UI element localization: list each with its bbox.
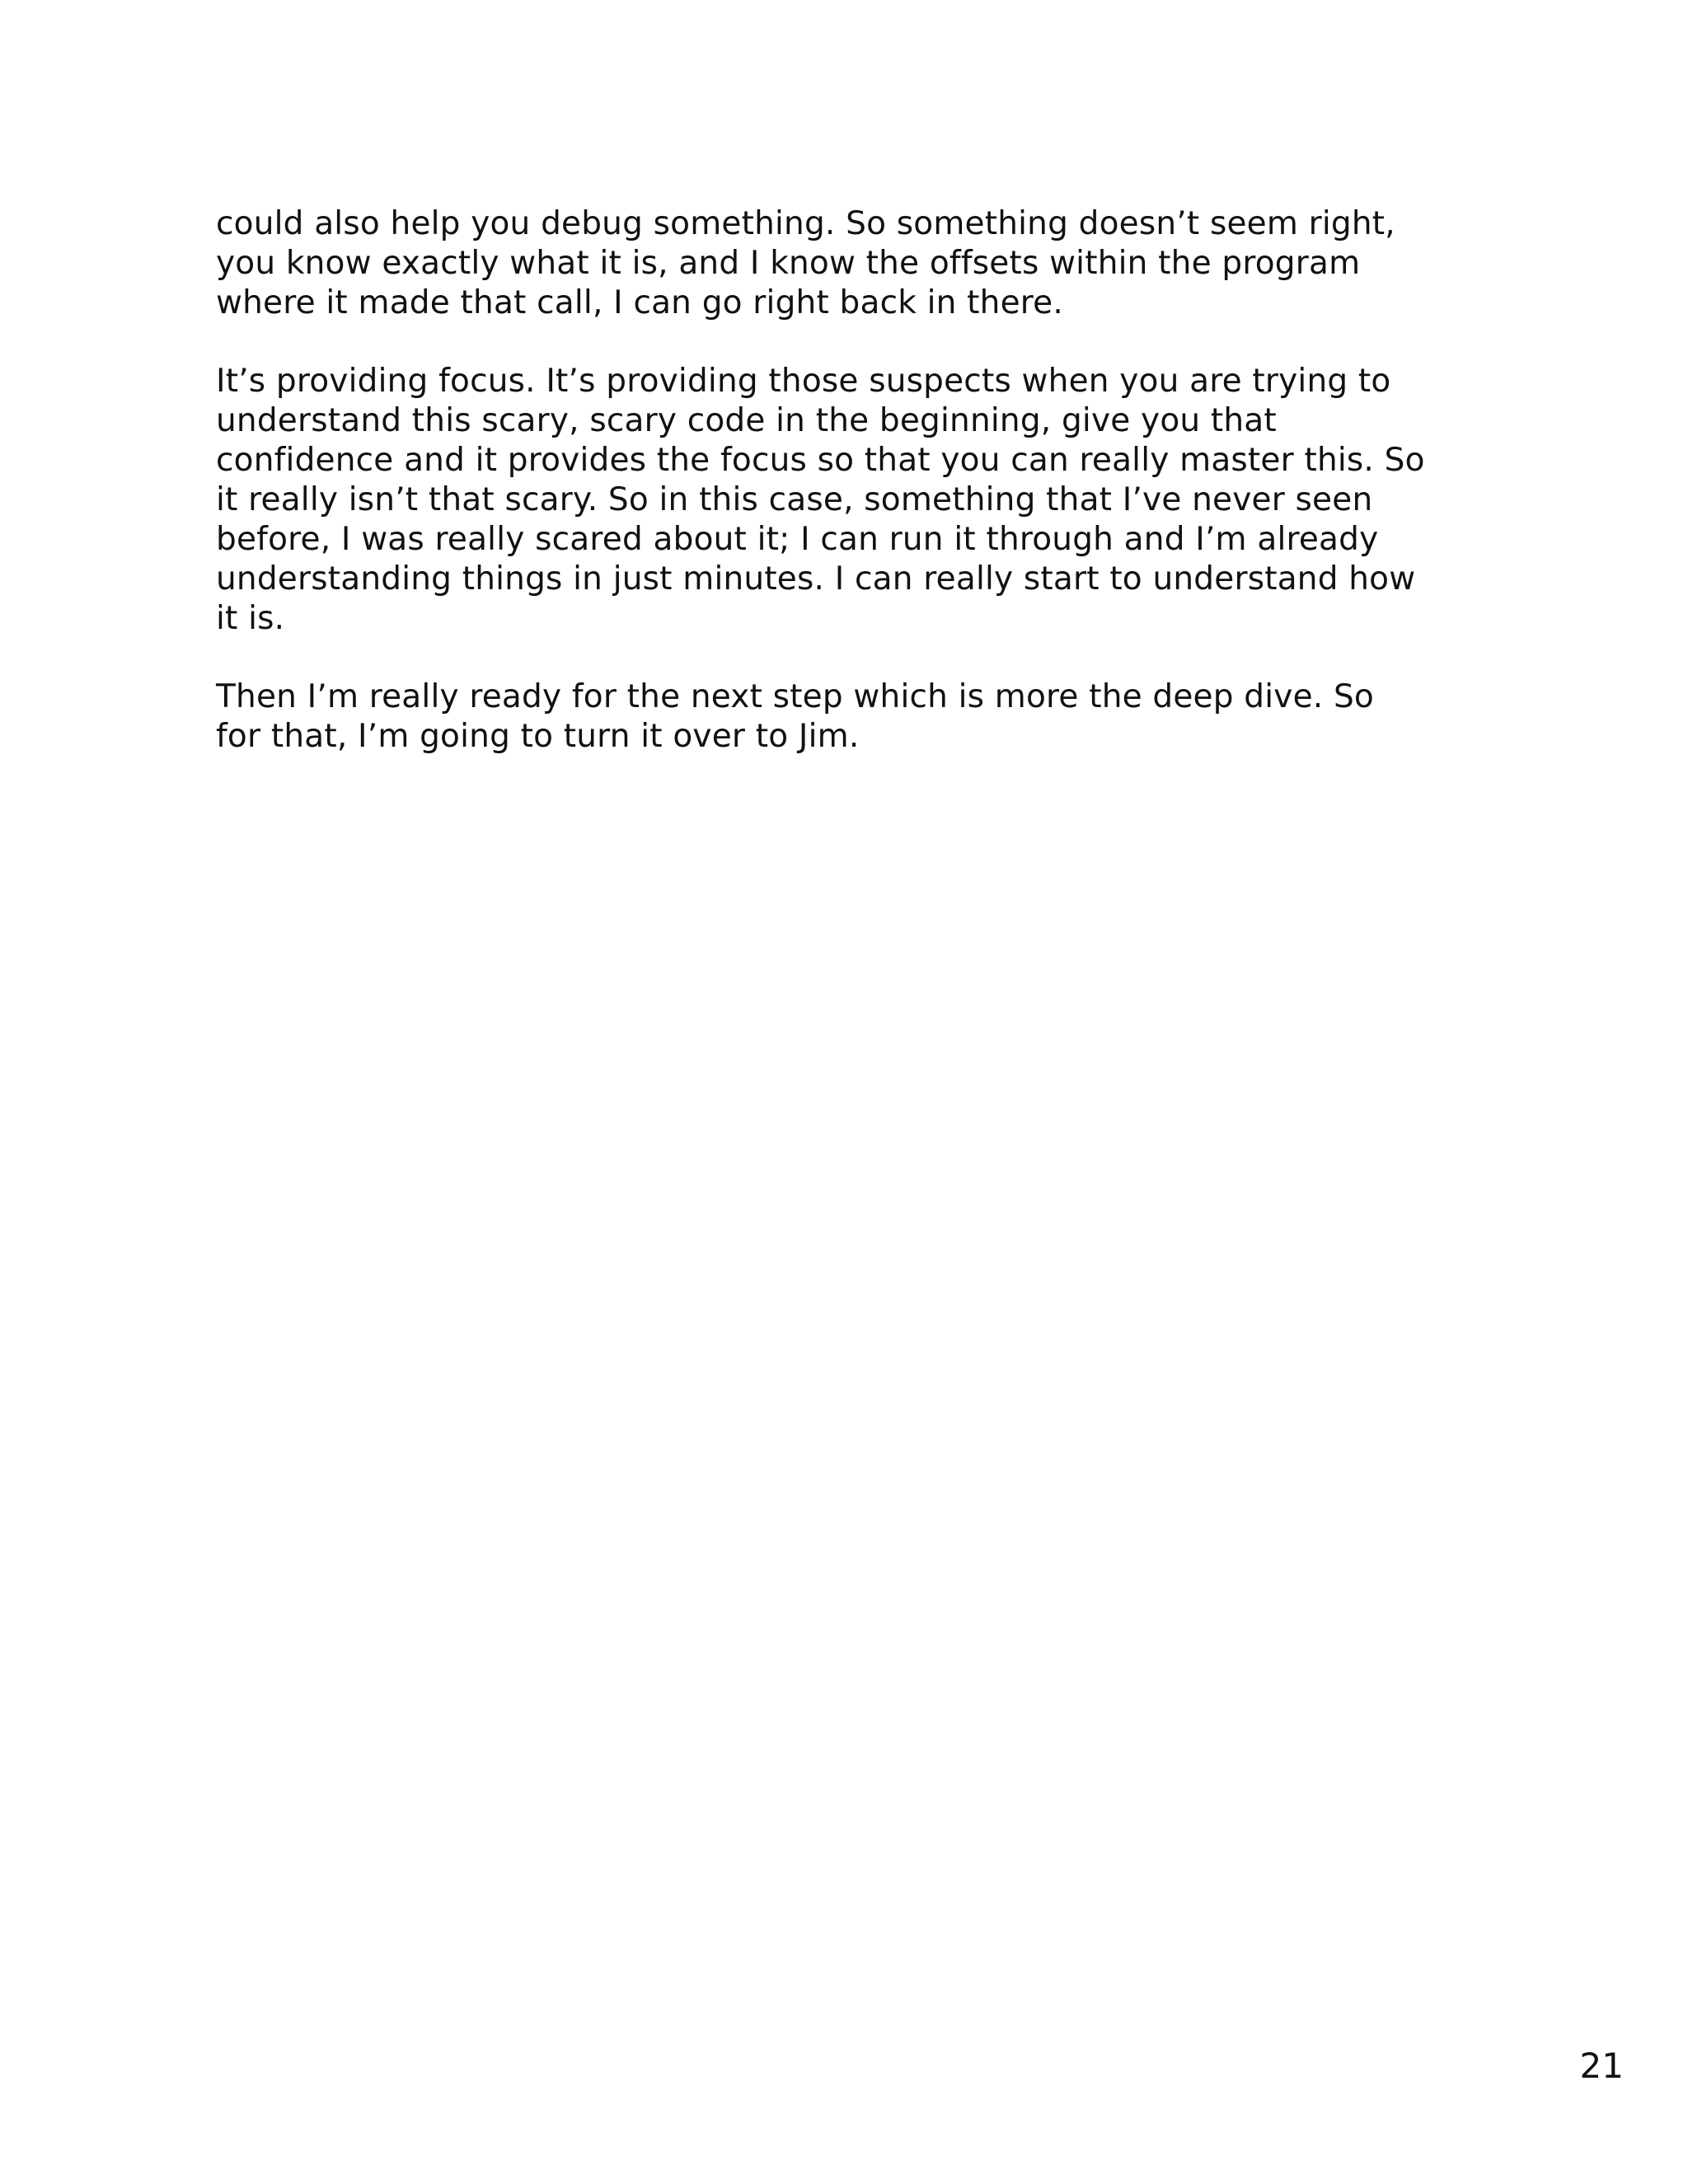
paragraph-3 — [216, 677, 1469, 757]
text-line: it is. — [216, 600, 285, 637]
text-line: before, I was really scared about it; I can run it through and I’m already — [216, 521, 1379, 558]
text-line: could also help you debug something. So something doesn’t seem right, — [216, 205, 1395, 242]
text-line: you know exactly what it is, and I know the offsets within the program — [216, 245, 1361, 282]
text-line: where it made that call, I can go right back in there. — [216, 284, 1063, 321]
text-line: Then I’m really ready for the next step which is more the deep dive. So — [216, 678, 1374, 715]
body-text — [216, 204, 1469, 795]
text-line: understanding things in just minutes. I can really start to understand how — [216, 560, 1416, 598]
page-number: 21 — [1579, 2046, 1624, 2086]
text-line: for that, I’m going to turn it over to Jim. — [216, 718, 860, 755]
text-line: understand this scary, scary code in the beginning, give you that — [216, 402, 1277, 439]
text-line: confidence and it provides the focus so that you can really master this. So — [216, 442, 1425, 479]
text-line: it really isn’t that scary. So in this case, something that I’ve never seen — [216, 481, 1373, 518]
text-line: It’s providing focus. It’s providing those suspects when you are trying to — [216, 363, 1391, 400]
paragraph-2 — [216, 362, 1469, 639]
paragraph-1 — [216, 204, 1469, 323]
